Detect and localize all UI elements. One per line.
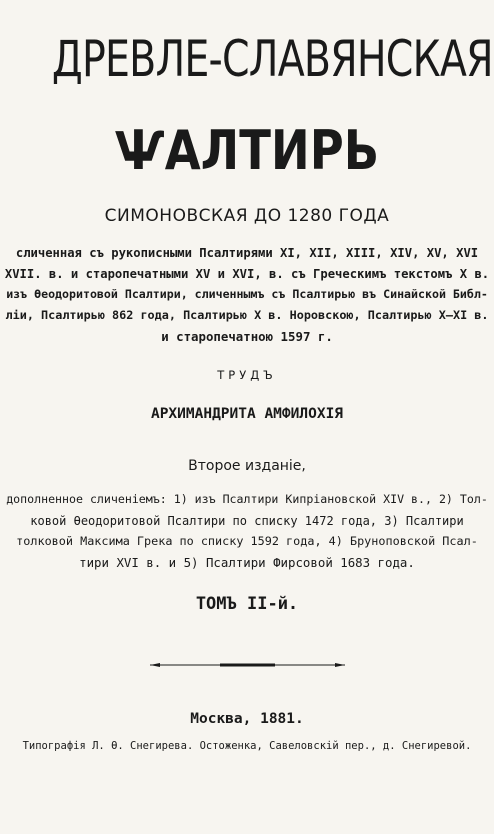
volume-label: ТОМЪ II-й.	[195, 594, 299, 614]
book-title-line1: ДРЕВЛЕ-СЛАВЯНСКАЯ	[51, 30, 493, 88]
supplement-line: дополненное сличеніемъ: 1) изъ Псалтири Кипріановской XIV в., 2) Тол-	[6, 492, 488, 506]
supplement-line: тири XVI в. и 5) Псалтири Фирсовой 1683 года.	[79, 555, 415, 570]
ornamental-rule	[150, 661, 345, 669]
book-subtitle: СИМОНОВСКАЯ ДО 1280 ГОДА	[104, 206, 390, 226]
collation-line: XVII. в. и старопечатными XV и XVI, в. съ Греческимъ текстомъ X в.	[4, 267, 490, 281]
place-year: Москва, 1881.	[190, 711, 304, 727]
work-label: ТРУДЪ	[217, 368, 277, 382]
collation-line: и старопечатною 1597 г.	[161, 329, 333, 344]
supplement-line: ковой Ѳеодоритовой Псалтири по списку 1472 года, 3) Псалтири	[30, 514, 464, 528]
edition-label: Второе изданіе,	[188, 458, 306, 474]
collation-line: сличенная съ рукописными Псалтирями XI, XII, XIII, XIV, XV, XVI	[15, 246, 479, 260]
supplement-line: толковой Максима Грека по списку 1592 года, 4) Бруноповской Псал-	[16, 534, 478, 548]
author-name: АРХИМАНДРИТА АМФИЛОХІЯ	[150, 406, 344, 422]
collation-line: ліи, Псалтирью 862 года, Псалтирью X в. Норовскою, Псалтирью X—XI в.	[5, 308, 489, 322]
printer-line: Типографія Л. Ѳ. Снегирева. Остоженка, Савеловскій пер., д. Снегиревой.	[22, 740, 472, 752]
book-title-line2: ѰАЛТИРЬ	[114, 119, 380, 182]
collation-line: изъ Ѳеодоритовой Псалтири, сличеннымъ съ Псалтирью въ Синайской Библ-	[6, 287, 488, 301]
